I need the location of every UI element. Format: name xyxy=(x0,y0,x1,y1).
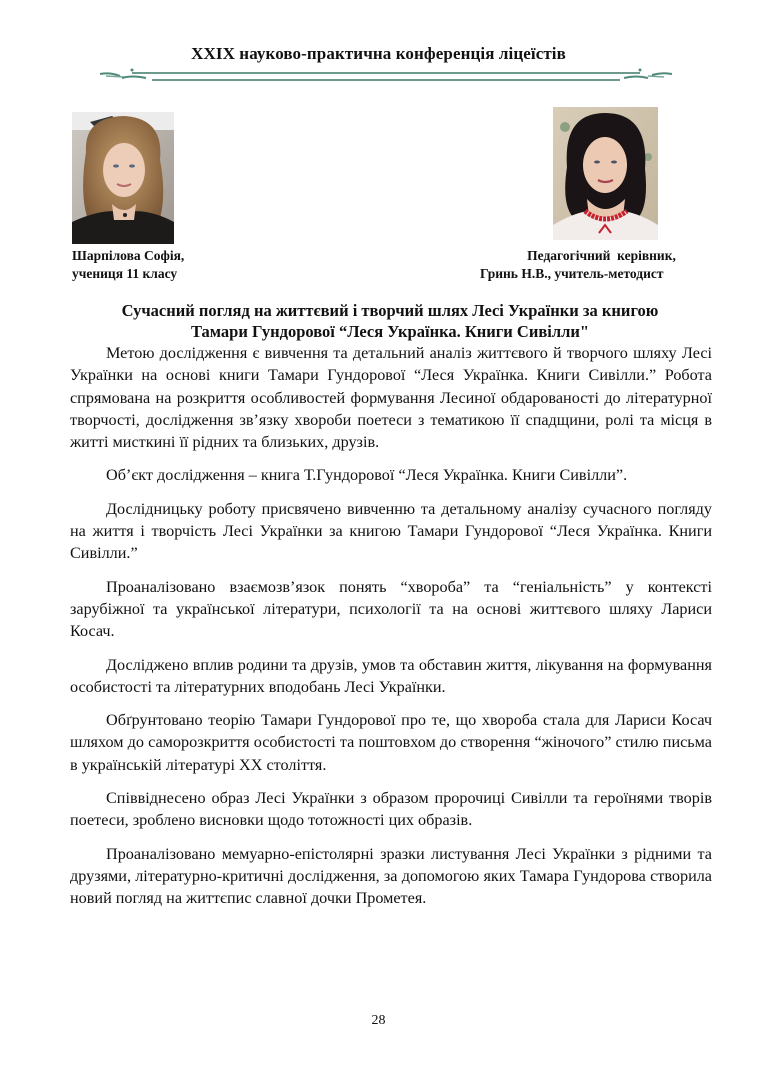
paragraph-memoirs: Проаналізовано мемуарно-епістолярні зразки листування Лесі Українки з рідними та друзями, літературно-критичні дослідження, за допомогою яких Тамара Гундорова створила новий погляд на життєпис славної дочки Прометея. xyxy=(70,844,712,908)
teacher-name: Гринь Н.В., учитель-методист xyxy=(480,266,664,281)
teacher-role: Педагогічний керівник, xyxy=(527,248,676,263)
student-role: учениця 11 класу xyxy=(72,266,178,281)
paragraph-family-influence: Досліджено вплив родини та друзів, умов та обставин життя, лікування на формування особистості та літературних вподобань Лесі Українки. xyxy=(70,655,712,696)
paragraph-object: Об’єкт дослідження – книга Т.Гундорової “Леся Українка. Книги Сивілли”. xyxy=(106,466,628,485)
student-photo xyxy=(72,112,174,244)
article-title-line-2: Тамари Гундорової “Леся Українка. Книги Сивілли" xyxy=(190,322,590,341)
teacher-photo xyxy=(553,107,658,240)
article-title xyxy=(60,300,720,342)
page-number: 28 xyxy=(371,1013,386,1028)
student-name: Шарпілова Софія, xyxy=(72,248,185,263)
teacher-portrait-image xyxy=(553,107,658,240)
paragraph-subject: Дослідницьку роботу присвячено вивченню та детальному аналізу сучасного погляду на життя і творчість Лесі Українки за книгою Тамари Гундорової “Леся Українка. Книги Сивілли.” xyxy=(70,499,712,563)
student-caption xyxy=(72,247,184,283)
student-portrait-image xyxy=(72,112,174,244)
article-body xyxy=(70,342,712,921)
paragraph-theory: Обґрунтовано теорію Тамари Гундорової про те, що хвороба стала для Лариси Косач шляхом до саморозкриття особистості та поштовхом до створення “жіночого” стилю письма в українській літературі XX століття. xyxy=(70,711,712,774)
paragraph-aim: Метою дослідження є вивчення та детальний аналіз життєвого й творчого шляху Лесі Українки на основі книги Тамари Гундорової “Леся Українка. Книги Сивілли.” Робота спрямована на розкриття особливостей формування Лесиної обдарованості до літературної творчості, дослідження зв’язку хвороби поетеси з тематикою її спадщини, ролі та місця в житті мисткині її рідних та близьких, друзів. xyxy=(70,344,712,452)
teacher-caption xyxy=(470,247,695,283)
paragraph-illness-genius: Проаналізовано взаємозв’язок понять “хвороба” та “геніальність” у контексті зарубіжної та української літератури, психології та на основі життєвого шляху Лариси Косач. xyxy=(70,577,712,641)
decorative-header-rule xyxy=(96,64,676,86)
article-title-line-1: Сучасний погляд на життєвий і творчий шлях Лесі Українки за книгою xyxy=(121,301,659,320)
conference-header-title: XXIX науково-практична конференція ліцеїстів xyxy=(191,44,566,63)
paragraph-sibyl-image: Співвіднесено образ Лесі Українки з образом пророчиці Сивілли та героїнями творів поетеси, зроблено висновки щодо тотожності цих образів. xyxy=(70,789,712,830)
